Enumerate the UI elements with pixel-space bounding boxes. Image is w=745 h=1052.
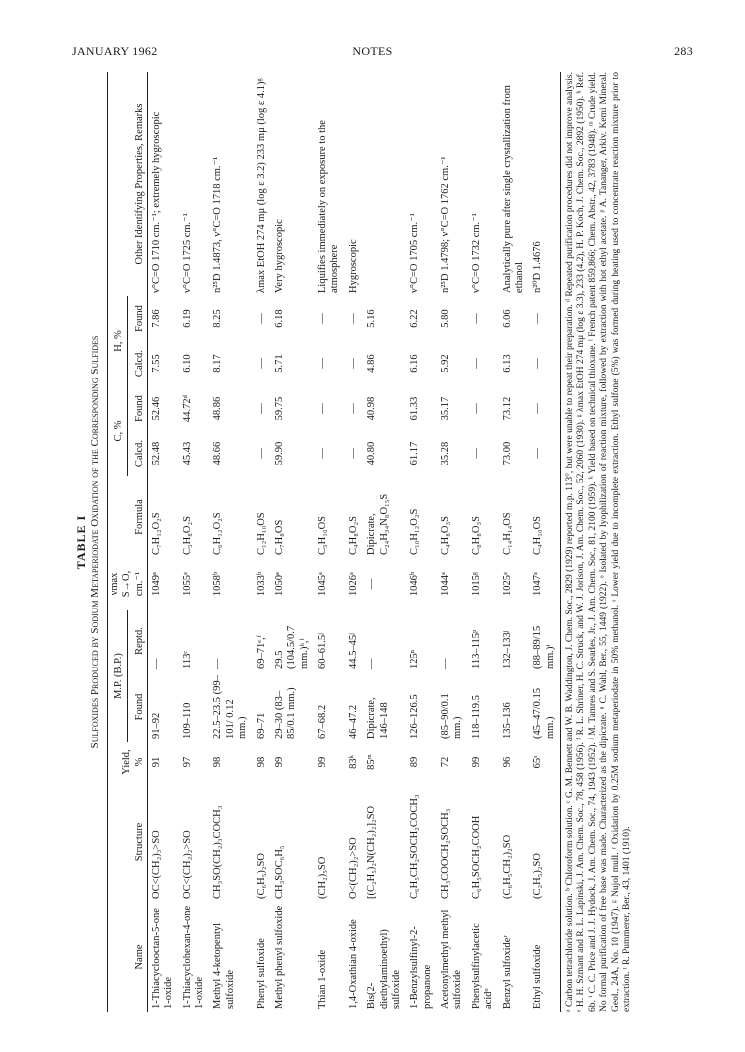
cell-yield: 89: [409, 756, 421, 768]
cell-c-calcd: 52.48: [150, 441, 162, 466]
cell-mp-found: (85–90/0.1 mm.): [440, 693, 464, 739]
cell-yield: 99: [470, 756, 482, 768]
cell-mp-found: (45–47/0.15 mm.): [532, 687, 556, 739]
cell-mp-found: 135–136: [501, 702, 513, 739]
cell-ir: 1033ᵇ: [255, 571, 267, 597]
cell-h-found: —: [255, 313, 267, 324]
table-row: [147, 72, 178, 1012]
cell-other: Very hygroscopic: [273, 219, 285, 293]
cell-formula: C₁₄H₁₄OS: [501, 512, 513, 555]
cell-yield: 91: [150, 756, 162, 768]
table-title: TABLE I: [74, 514, 88, 570]
cell-formula: C₈H₈O₃S: [470, 516, 482, 555]
cell-h-calcd: —: [532, 358, 544, 369]
cell-ir: 1026ᵃ: [347, 572, 359, 596]
cell-mp-found: 91–92: [150, 712, 162, 739]
cell-formula: C₄H₈O₃S: [440, 516, 451, 555]
table-row: [253, 72, 271, 1012]
cell-h-found: 5.16: [366, 309, 378, 328]
cell-formula: C₇H₁₂O₂S: [150, 512, 162, 555]
cell-other: ν°C=O 1732 cm.⁻¹: [470, 213, 482, 293]
cell-other: Hygroscopic: [347, 239, 359, 293]
col-header-other: Other Identifying Properties, Remarks: [133, 103, 145, 265]
page-number: 283: [674, 44, 693, 58]
cell-structure: OC<(CH₂)₂>SO: [181, 830, 193, 899]
table-row: [437, 72, 468, 1012]
running-head-section: NOTES: [352, 44, 393, 58]
table-block: [72, 72, 672, 1012]
cell-name: Phenyl sulfoxide: [255, 938, 267, 1009]
cell-name: 1-Thiacyclooctan-5-one 1-oxide: [150, 908, 175, 1009]
cell-c-found: —: [255, 403, 267, 414]
cell-c-found: 48.86: [212, 396, 224, 421]
cell-mp-found: 29–30 (83–85/0.1 mm.): [273, 687, 298, 739]
cell-h-found: —: [470, 313, 482, 324]
cell-ir: 1058ᵇ: [212, 571, 224, 597]
table-row: [529, 72, 560, 1012]
cell-name: 1-Thiacyclohexan-4-one 1-oxide: [181, 905, 205, 1009]
cell-structure: CH₃SOC₆H₅: [273, 845, 285, 899]
col-header-yield: Yield, %: [121, 749, 145, 775]
cell-h-calcd: —: [255, 358, 267, 369]
cell-yield: 99: [273, 756, 285, 768]
cell-ir: 1049ᵃ: [150, 572, 162, 596]
cell-ir: 1015ᵍ: [470, 571, 482, 597]
table-caption: Sulfoxides Produced by Sodium Metaperiodate Oxidation of the Corresponding Sulfides: [89, 335, 101, 749]
cell-mp-found: 67–68.2: [317, 704, 328, 739]
cell-h-calcd: 6.10: [181, 354, 193, 373]
cell-mp-reptd: —: [212, 658, 224, 669]
cell-structure: CH₃SO(CH₂)₃COCH₃: [212, 805, 224, 899]
cell-h-found: —: [317, 313, 328, 324]
cell-yield: 98: [255, 756, 267, 768]
cell-mp-found: 118–119.5: [470, 695, 482, 739]
cell-mp-reptd: 113–115ᵖ: [470, 629, 482, 669]
col-header-c-calcd: Calcd.: [133, 439, 145, 468]
cell-name: Benzyl sulfoxideʳ: [501, 935, 513, 1009]
cell-name: 1,4-Oxathian 4-oxide: [347, 919, 359, 1009]
cell-yield: 99: [317, 756, 328, 768]
col-header-name: Name: [133, 944, 145, 970]
cell-mp-reptd: 29.5 (104.5/0.7 mm.)ʰ,ⁱ: [273, 625, 310, 669]
cell-mp-reptd: 60–61.5ʲ: [317, 633, 328, 669]
cell-mp-reptd: 69–71ᵉ,ᶠ: [255, 635, 267, 669]
col-header-carbon: C, %: [107, 386, 127, 476]
col-header-h-calcd: Calcd.: [133, 349, 145, 378]
table-row: [363, 72, 406, 1012]
table-row: [345, 72, 363, 1012]
cell-other: n²⁵D 1.4798; ν°C=O 1762 cm.⁻¹: [440, 156, 451, 293]
cell-c-calcd: 35.28: [440, 441, 451, 466]
cell-name: 1-Benzylsulfinyl-2-propanone: [409, 926, 433, 1009]
cell-structure: (C₂H₅)₂SO: [532, 853, 544, 899]
cell-name: Acetonylmethyl methyl sulfoxide: [440, 909, 464, 1009]
cell-yield: 65ˢ: [532, 755, 544, 769]
cell-c-found: —: [532, 403, 544, 414]
cell-c-calcd: 59.90: [273, 441, 285, 466]
cell-mp-reptd: 125ⁿ: [409, 649, 421, 669]
col-header-mp-reptd: Reptd.: [133, 627, 145, 655]
cell-ir: 1025ᵃ: [501, 572, 513, 596]
cell-c-found: 35.17: [440, 396, 451, 421]
cell-ir: 1045ᵃ: [317, 572, 328, 596]
table-body: [147, 72, 560, 1012]
cell-c-found: 73.12: [501, 396, 513, 421]
cell-name: Ethyl sulfoxide: [532, 944, 544, 1009]
cell-other: [363, 72, 406, 296]
cell-c-calcd: —: [347, 448, 359, 459]
cell-structure: (CH₂)₅SO: [317, 856, 328, 899]
cell-mp-reptd: (88–89/15 mm.)ᵗ: [532, 625, 556, 669]
cell-formula: C₅H₁₀OS: [317, 516, 328, 555]
cell-ir: 1047ᵃ: [532, 572, 544, 596]
col-header-formula: Formula: [133, 499, 145, 535]
col-header-mp: M.P. (B.P.): [107, 610, 127, 742]
cell-yield: 72: [440, 756, 451, 768]
cell-h-found: 8.25: [212, 309, 224, 328]
cell-mp-found: 22.5–23.5 (99–101/ 0.12 mm.): [212, 675, 249, 739]
table-row: [499, 72, 530, 1012]
cell-formula: C₆H₁₂O₂S: [212, 512, 224, 555]
running-head-date: JANUARY 1962: [72, 44, 158, 58]
cell-h-calcd: 5.71: [273, 354, 285, 373]
cell-ir: 1050ᵃ: [273, 572, 285, 596]
cell-mp-found: Dipicrate, 146–148: [366, 697, 390, 739]
cell-mp-found: 126–126.5: [409, 694, 421, 739]
cell-c-found: 59.75: [273, 396, 285, 421]
cell-c-found: —: [317, 403, 328, 414]
col-header-h-found: Found: [133, 305, 145, 332]
cell-h-found: 6.18: [273, 309, 285, 328]
cell-structure: O<(CH₂)₂>SO: [347, 837, 359, 899]
col-header-ir: νmax S→O, cm.⁻¹: [108, 570, 145, 598]
cell-other: ν°C=O 1710 cm.⁻¹; extremely hygroscopic: [150, 111, 162, 293]
cell-h-calcd: 7.55: [150, 354, 162, 373]
cell-other: λmax EtOH 274 mμ (log ε 3.2) 233 mμ (log ε 4.1)ᵍ: [255, 78, 267, 293]
cell-ir: 1044ᵃ: [440, 572, 451, 596]
table-footnotes: ᵃ Carbon tetrachloride solution. ᵇ Chloroform solution. ᶜ G. M. Bennett and W. B. Waddington, J. Chem. Soc., 2829 (1929) reported m.p. 113°, but were unable to repeat their preparation. ᵈ Repeated purification procedures did not improve analysis. ᵉ H. H. Szmant and R. L. Lapinski, J. Am. Chem. Soc., 78, 458 (1956). ᶠ R. L. Shriner, H. C. Struck, and W. J. Jorison, J. Am. Chem. Soc., 52, 2060 (1930). ᵍ λmax EtOH 274 mμ (log ε 3.3), 233 (4.2), H. P. Koch, J. Chem. Soc., 2892 (1950). ʰ Ref. 6b. ⁱ C. C. Price and J. J. Hydock, J. Am. Chem. Soc., 74, 1943 (1952). ʲ M. Tamres and S. Searles, Jr., J. Am. Chem. Soc., 81, 2100 (1959). ᵏ Yield based on technical thioxane. ˡ French patent 859,866; Chem. Abstr., 42, 3783 (1948). ᵐ Crude yield. No formal purification of free base was made. Characterized as the dipicrate. ⁿ C. Wahl, Ber., 55, 1449 (1922). ᵒ Isolated by lyophilization of reaction mixture, followed by extraction with hot ethyl acetate. ᵖ A. Tananger, Arkiv. Kemi Mineral. Geol., 24A, No. 10 (1947). ᵍ Nujol mull. ʳ Oxidation by 0.25M sodium metaperiodate in 50% methanol. ˢ Lower yield due to incomplete extraction. Ethyl sulfone (5%) was formed during heating used to concentrate reaction mixture prior to extraction. ᵗ R. Pummerer, Ber., 43, 1401 (1910).: [565, 72, 632, 1012]
cell-ir: —: [366, 578, 378, 590]
cell-formula: C₁₂H₁₀OS: [255, 512, 267, 555]
cell-h-found: 6.22: [409, 309, 421, 328]
cell-formula: Dipicrate, C₂₄H₃₄N₈O₁₅S: [366, 493, 390, 555]
cell-c-found: 44.72ᵈ: [181, 395, 193, 422]
col-header-hydrogen: H, %: [107, 296, 127, 386]
cell-mp-reptd: 44.5–45ʲ: [347, 633, 359, 669]
cell-yield: 85ᵐ: [366, 754, 378, 770]
cell-name: Phenylsulfinylacetic acidᵒ: [470, 923, 495, 1009]
cell-yield: 98: [212, 756, 224, 768]
table-row: [209, 72, 252, 1012]
cell-h-found: 5.80: [440, 309, 451, 328]
cell-mp-reptd: —: [440, 658, 451, 669]
col-header-c-found: Found: [133, 395, 145, 422]
cell-formula: C₁₀H₁₂O₂S: [409, 508, 421, 555]
table-row: [314, 72, 345, 1012]
cell-yield: 96: [501, 756, 513, 768]
cell-h-found: —: [532, 313, 544, 324]
table-row: [271, 72, 314, 1012]
cell-name: Methyl phenyl sulfoxide: [273, 905, 285, 1009]
cell-other: ν°C=O 1705 cm.⁻¹: [409, 213, 421, 293]
rotated-table-region: [72, 72, 672, 1012]
cell-other: n²⁵D 1.4873, ν°C=O 1718 cm.⁻¹: [212, 156, 224, 293]
cell-ir: 1055ᵃ: [181, 572, 193, 596]
cell-structure: (C₆H₅)₂SO: [255, 853, 267, 899]
cell-ir: 1046ᵇ: [409, 571, 421, 597]
cell-formula: C₄H₁₀OS: [532, 516, 544, 555]
cell-c-calcd: —: [470, 448, 482, 459]
cell-h-found: —: [347, 313, 359, 324]
cell-mp-reptd: —: [366, 658, 378, 669]
cell-other: ν°C=O 1725 cm.⁻¹: [181, 213, 193, 293]
cell-h-calcd: 6.16: [409, 354, 421, 373]
cell-c-found: 61.33: [409, 396, 421, 421]
cell-formula: C₅H₈O₂S: [181, 516, 193, 555]
cell-structure: CH₃COOCH₂SOCH₃: [440, 808, 451, 899]
cell-mp-found: 46–47.2: [347, 704, 359, 739]
col-header-structure: Structure: [133, 822, 145, 862]
cell-h-calcd: 5.92: [440, 354, 451, 373]
cell-mp-found: 109–110: [181, 702, 193, 739]
table-row: [406, 72, 437, 1012]
col-header-mp-found: Found: [133, 693, 145, 721]
cell-mp-reptd: 113ᶜ: [181, 650, 193, 669]
cell-structure: (C₆H₅CH₂)₂SO: [501, 834, 513, 899]
cell-formula: C₇H₈OS: [273, 519, 285, 555]
table-row: [468, 72, 499, 1012]
cell-name: Thian 1-oxide: [317, 949, 328, 1009]
cell-c-calcd: 48.66: [212, 441, 224, 466]
cell-mp-reptd: 132–133ʲ: [501, 630, 513, 669]
cell-h-calcd: —: [317, 358, 328, 369]
cell-c-calcd: 73.00: [501, 441, 513, 466]
cell-h-calcd: —: [347, 358, 359, 369]
sulfoxide-table: [107, 72, 561, 1012]
cell-c-found: —: [347, 403, 359, 414]
cell-structure: [(C₂H₅)₂N(CH₂)₂]₂SO: [366, 805, 378, 899]
cell-yield: 97: [181, 756, 193, 768]
cell-structure: C₆H₅CH₂SOCH₂COCH₃: [409, 794, 421, 899]
cell-c-found: 40.98: [366, 396, 378, 421]
cell-c-found: —: [470, 403, 482, 414]
cell-h-found: 6.19: [181, 309, 193, 328]
cell-c-calcd: —: [255, 448, 267, 459]
cell-h-found: 7.86: [150, 309, 162, 328]
cell-c-found: 52.46: [150, 396, 162, 421]
cell-c-calcd: 61.17: [409, 441, 421, 466]
cell-c-calcd: —: [532, 448, 544, 459]
cell-h-found: 6.06: [501, 309, 513, 328]
cell-other: n²⁰D 1.4676: [532, 241, 544, 293]
cell-structure: OC<(CH₂)₃>SO: [150, 830, 162, 899]
cell-h-calcd: —: [470, 358, 482, 369]
cell-other: Liquifies immediately on exposure to the atmosphere: [317, 120, 341, 293]
cell-c-calcd: —: [317, 448, 328, 459]
cell-structure: C₆H₅SOCH₂COOH: [470, 815, 482, 899]
cell-h-calcd: 8.17: [212, 354, 224, 373]
cell-name: Bis(2-diethylaminoethyl) sulfoxide: [366, 929, 402, 1009]
cell-yield: 83ᵏ: [347, 755, 359, 769]
table-row: [179, 72, 210, 1012]
cell-c-calcd: 40.80: [366, 441, 378, 466]
cell-mp-found: 69–71: [255, 712, 267, 739]
cell-formula: C₄H₈O₂S: [347, 516, 359, 555]
cell-c-calcd: 45.43: [181, 441, 193, 466]
cell-mp-reptd: —: [150, 658, 162, 669]
cell-h-calcd: 6.13: [501, 354, 513, 373]
cell-name: Methyl 4-ketopentyl sulfoxide: [212, 922, 236, 1009]
cell-other: Analytically pure after single crystallization from ethanol: [501, 85, 525, 293]
cell-h-calcd: 4.86: [366, 354, 378, 373]
